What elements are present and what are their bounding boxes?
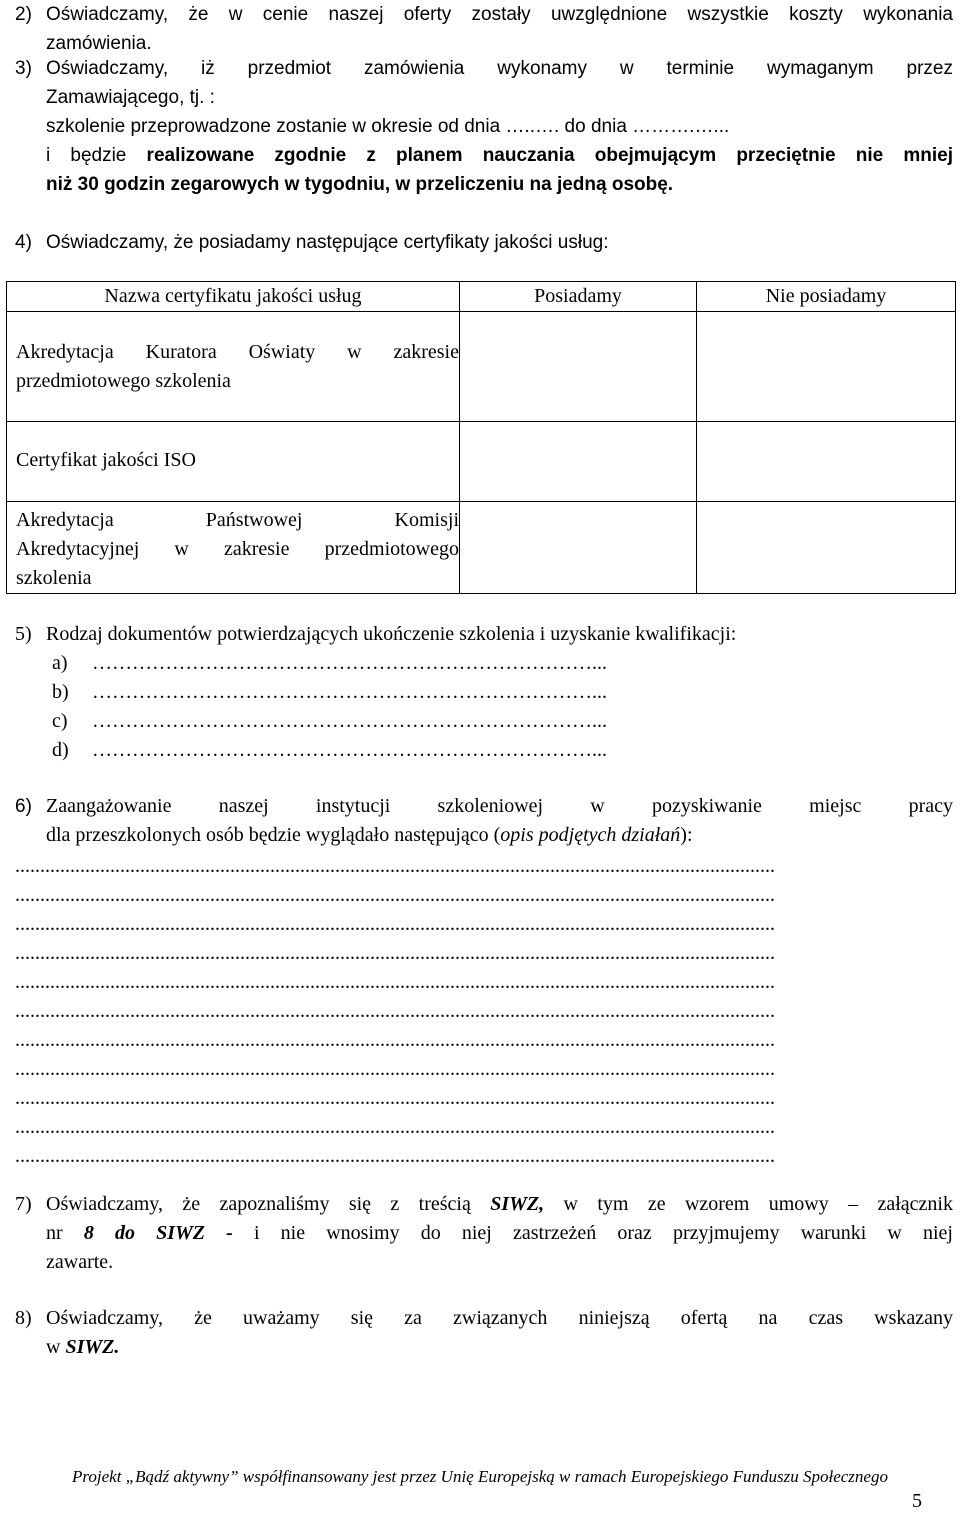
option-label: c) xyxy=(52,710,68,732)
item-6-line-2-end: ): xyxy=(680,824,693,846)
option-fill-line[interactable]: …………………………………………………………………... xyxy=(92,652,607,674)
have-checkbox-cell[interactable] xyxy=(460,422,697,502)
answer-line[interactable]: ........................................................................................................................................................ xyxy=(15,1145,775,1167)
option-fill-line[interactable]: …………………………………………………………………... xyxy=(92,710,607,732)
item-8-line-1: Oświadczamy, że uważamy się za związanych niniejszą ofertą na czas wskazany xyxy=(46,1307,953,1329)
item-3-line-4-bold: realizowane zgodnie z planem nauczania obejmującym przeciętnie nie mniej xyxy=(146,145,953,166)
option-b[interactable] xyxy=(52,678,950,707)
item-6-line-1: Zaangażowanie naszej instytucji szkoleniowej w pozyskiwanie miejsc pracy xyxy=(46,795,953,817)
certificate-table xyxy=(6,281,956,594)
column-header-name: Nazwa certyfikatu jakości usług xyxy=(7,282,460,312)
item-6-line-2-italic: opis podjętych działań xyxy=(500,824,681,846)
item-3 xyxy=(15,54,953,199)
cert-name-line: przedmiotowego szkolenia xyxy=(16,370,231,392)
have-checkbox-cell[interactable] xyxy=(460,502,697,594)
item-3-line-1: Oświadczamy, iż przedmiot zamówienia wykonamy w terminie wymaganym przez xyxy=(46,58,953,79)
cert-name-cell xyxy=(7,502,460,594)
item-2-line-2: zamówienia. xyxy=(46,33,152,54)
answer-line[interactable]: ........................................................................................................................................................ xyxy=(15,1058,775,1080)
answer-line[interactable]: ........................................................................................................................................................ xyxy=(15,1116,775,1138)
item-7-siwz: SIWZ, xyxy=(490,1193,545,1215)
item-6-line-2-plain: dla przeszkolonych osób będzie wyglądało następująco ( xyxy=(46,824,501,846)
item-4 xyxy=(15,228,953,257)
cert-name-line: Akredytacja Kuratora Oświaty w zakresie xyxy=(16,341,459,363)
item-3-line-4-plain: i będzie xyxy=(46,145,147,166)
item-3-line-2: Zamawiającego, tj. : xyxy=(46,87,215,108)
item-8-line-2 xyxy=(46,1333,953,1362)
answer-line[interactable]: ........................................................................................................................................................ xyxy=(15,942,775,964)
answer-line[interactable]: ........................................................................................................................................................ xyxy=(15,855,775,877)
item-7 xyxy=(15,1190,953,1277)
cert-name-line: Akredytacyjnej w zakresie przedmiotowego xyxy=(16,538,459,560)
answer-line[interactable]: ........................................................................................................................................................ xyxy=(15,1029,775,1051)
answer-line[interactable]: ........................................................................................................................................................ xyxy=(15,1087,775,1109)
answer-line[interactable]: ........................................................................................................................................................ xyxy=(15,971,775,993)
item-8-siwz: SIWZ. xyxy=(65,1336,120,1358)
option-d[interactable] xyxy=(52,736,950,765)
item-5-text: Rodzaj dokumentów potwierdzających ukończenie szkolenia i uzyskanie kwalifikacji: xyxy=(46,623,737,645)
cert-name-cell xyxy=(7,312,460,422)
not-have-checkbox-cell[interactable] xyxy=(697,312,956,422)
item-3-number: 3) xyxy=(15,58,32,79)
table-row xyxy=(7,312,956,422)
item-5-number: 5) xyxy=(15,623,32,645)
table-row xyxy=(7,502,956,594)
answer-line[interactable]: ........................................................................................................................................................ xyxy=(15,1000,775,1022)
option-label: b) xyxy=(52,681,69,703)
column-header-have: Posiadamy xyxy=(460,282,697,312)
item-7-line-3: zawarte. xyxy=(46,1251,114,1273)
item-4-number: 4) xyxy=(15,232,32,253)
table-header-row xyxy=(7,282,956,312)
item-2-number: 2) xyxy=(15,4,32,25)
item-7-line-2 xyxy=(46,1219,953,1248)
item-6 xyxy=(15,792,953,850)
answer-line[interactable]: ........................................................................................................................................................ xyxy=(15,884,775,906)
page-number: 5 xyxy=(912,1490,922,1512)
option-fill-line[interactable]: …………………………………………………………………... xyxy=(92,739,607,761)
option-label: a) xyxy=(52,652,68,674)
item-3-line-3: szkolenie przeprowadzone zostanie w okresie od dnia …..…. do dnia ……….…... xyxy=(46,116,730,137)
option-fill-line[interactable]: …………………………………………………………………... xyxy=(92,681,607,703)
answer-line[interactable]: ........................................................................................................................................................ xyxy=(15,913,775,935)
item-6-number: 6) xyxy=(15,796,32,817)
cert-name-line: Certyfikat jakości ISO xyxy=(16,449,196,471)
item-4-text: Oświadczamy, że posiadamy następujące certyfikaty jakości usług: xyxy=(46,232,609,253)
column-header-not-have: Nie posiadamy xyxy=(697,282,956,312)
item-7-line-1-c: w tym ze wzorem umowy – załącznik xyxy=(544,1193,953,1215)
item-2-line-1: Oświadczamy, że w cenie naszej oferty zostały uwzględnione wszystkie koszty wykonania xyxy=(46,4,953,25)
have-checkbox-cell[interactable] xyxy=(460,312,697,422)
item-3-line-5-bold: niż 30 godzin zegarowych w tygodniu, w przeliczeniu na jedną osobę. xyxy=(46,174,674,195)
item-7-line-1-a: Oświadczamy, że zapoznaliśmy się z treścią xyxy=(46,1193,491,1215)
item-2 xyxy=(15,0,953,58)
item-6-line-2 xyxy=(46,821,953,850)
cert-name-line: szkolenia xyxy=(16,567,92,589)
item-7-number: 7) xyxy=(15,1193,32,1215)
item-7-line-2-a: nr xyxy=(46,1222,84,1244)
not-have-checkbox-cell[interactable] xyxy=(697,422,956,502)
table-row xyxy=(7,422,956,502)
item-8 xyxy=(15,1304,953,1362)
cert-name-line: Akredytacja Państwowej Komisji xyxy=(16,509,459,531)
item-7-line-1 xyxy=(46,1190,953,1219)
not-have-checkbox-cell[interactable] xyxy=(697,502,956,594)
item-3-line-5 xyxy=(46,170,953,199)
option-a[interactable] xyxy=(52,649,950,678)
footer-text: Projekt „Bądź aktywny” współfinansowany jest przez Unię Europejską w ramach Europejskiego Funduszu Społecznego xyxy=(72,1467,888,1486)
item-5 xyxy=(15,620,953,649)
item-7-line-2-c: i nie wnosimy do niej zastrzeżeń oraz przyjmujemy warunki w niej xyxy=(232,1222,953,1244)
item-8-number: 8) xyxy=(15,1307,32,1329)
option-label: d) xyxy=(52,739,69,761)
item-8-line-2-a: w xyxy=(46,1336,66,1358)
cert-name-cell xyxy=(7,422,460,502)
item-3-line-4 xyxy=(46,141,953,170)
item-7-attachment: 8 do SIWZ - xyxy=(83,1222,233,1244)
option-c[interactable] xyxy=(52,707,950,736)
